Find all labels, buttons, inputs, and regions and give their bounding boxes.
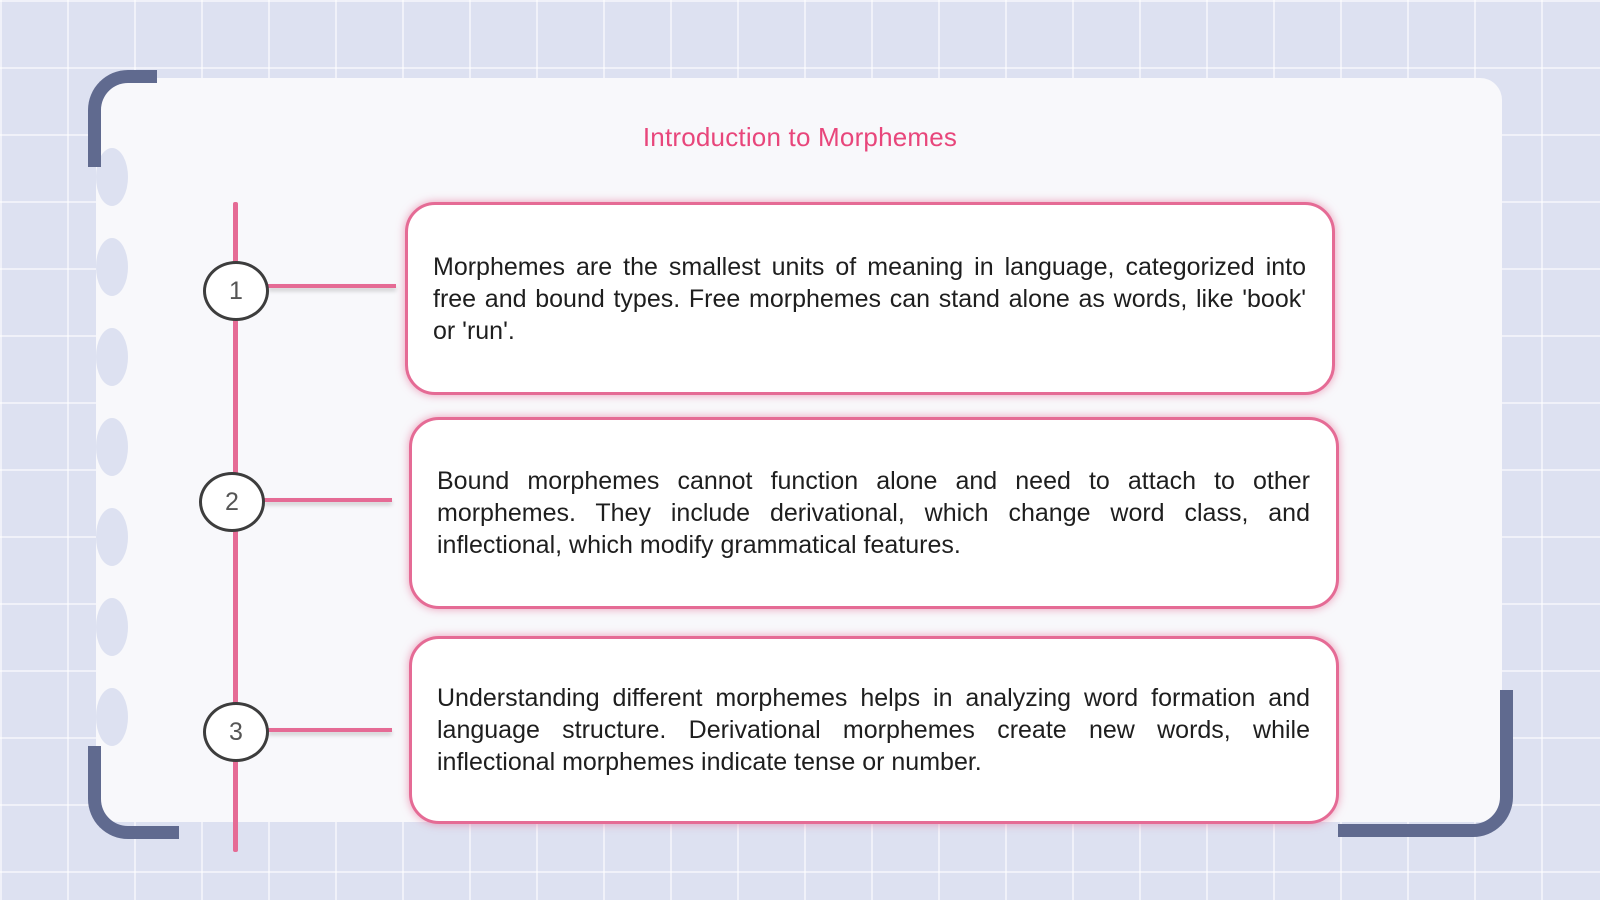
scallop-edge	[96, 508, 128, 566]
timeline-marker-3: 3	[203, 702, 269, 762]
timeline-connector-3	[268, 728, 392, 732]
timeline-card-3	[409, 636, 1339, 824]
timeline-marker-2: 2	[199, 472, 265, 532]
timeline-connector-1	[268, 284, 396, 288]
timeline-card-2	[409, 417, 1339, 609]
scallop-edge	[96, 418, 128, 476]
scallop-edge	[96, 598, 128, 656]
scallop-edge	[96, 328, 128, 386]
timeline-card-text: Bound morphemes cannot function alone and need to attach to other morphemes. They include derivational, which change word class, and inflectional, which modify grammatical features.	[437, 467, 1310, 559]
frame-corner-bottom-left	[88, 746, 179, 839]
scallop-edge	[96, 688, 128, 746]
timeline-card-text: Understanding different morphemes helps in analyzing word formation and language structure. Derivational morphemes create new words, while inflectional morphemes indicate tense or number.	[437, 684, 1310, 776]
slide-title: Introduction to Morphemes	[642, 122, 958, 152]
timeline-connector-2	[264, 498, 392, 502]
frame-corner-bottom-right	[1338, 690, 1513, 837]
scallop-edge	[96, 238, 128, 296]
timeline-card-text: Morphemes are the smallest units of meaning in language, categorized into free and bound types. Free morphemes can stand alone as words, like 'book' or 'run'.	[433, 252, 1306, 345]
timeline-card-1	[405, 202, 1335, 395]
timeline-marker-1: 1	[203, 261, 269, 321]
